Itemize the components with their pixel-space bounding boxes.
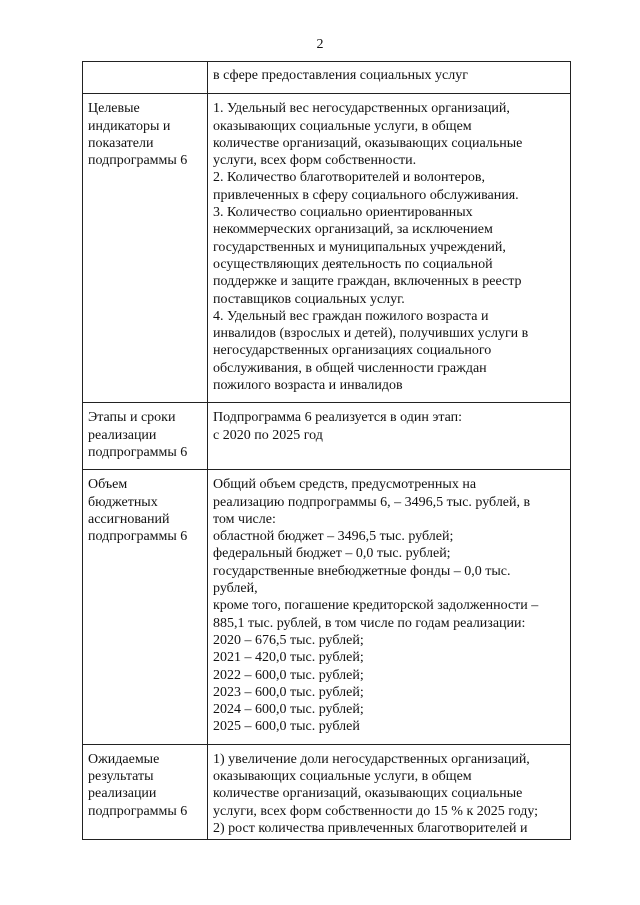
- label-cell-budget-allocations: [83, 470, 208, 744]
- row-content-line: государственных и муниципальных учреждений,: [213, 239, 506, 255]
- row-label-line: Целевые: [88, 101, 140, 117]
- row-content-line: оказывающих социальные услуги, в общем: [213, 118, 472, 134]
- row-content-line: областной бюджет – 3496,5 тыс. рублей;: [213, 529, 454, 545]
- row-content-line: услуги, всех форм собственности до 15 % к 2025 году;: [213, 803, 539, 819]
- row-content-line: услуги, всех форм собственности.: [213, 153, 417, 169]
- content-cell-expected-results: [208, 744, 571, 839]
- row-content-line: пожилого возраста и инвалидов: [213, 378, 403, 394]
- row-content-line: 885,1 тыс. рублей, в том числе по годам реализации:: [213, 615, 526, 631]
- row-label-line: подпрограммы 6: [88, 153, 188, 169]
- row-content-line: реализацию подпрограммы 6, – 3496,5 тыс. рублей, в: [213, 494, 531, 510]
- row-content-line: обслуживания, в общей численности граждан: [213, 360, 487, 376]
- row-content-line: поддержке и защите граждан, включенных в реестр: [213, 274, 522, 290]
- content-cell-continuation: [208, 62, 571, 94]
- subprogram-passport-table: [82, 61, 571, 840]
- row-label-line: ассигнований: [88, 511, 170, 527]
- row-label-line: Ожидаемые: [88, 751, 160, 767]
- row-content-line: том числе:: [213, 511, 276, 527]
- row-content-line: 1. Удельный вес негосударственных организаций,: [213, 101, 510, 117]
- row-content-line: некоммерческих организаций, за исключением: [213, 222, 493, 238]
- table-row-stages-terms: [83, 403, 571, 470]
- row-content-line: осуществляющих деятельность по социальной: [213, 256, 493, 272]
- content-cell-target-indicators: [208, 94, 571, 403]
- row-content-line: 2024 – 600,0 тыс. рублей;: [213, 702, 364, 718]
- row-content-line: 2. Количество благотворителей и волонтеров,: [213, 170, 485, 186]
- label-cell-stages-terms: [83, 403, 208, 470]
- page-number: 2: [316, 37, 324, 52]
- table-row-expected-results: [83, 744, 571, 839]
- row-content-line: Общий объем средств, предусмотренных на: [213, 477, 477, 493]
- label-cell-empty: [83, 62, 208, 94]
- row-content-line: привлеченных в сферу социального обслуживания.: [213, 187, 519, 203]
- row-label-line: Этапы и сроки: [88, 410, 176, 426]
- label-cell-target-indicators: [83, 94, 208, 403]
- row-content-line: кроме того, погашение кредиторской задолженности –: [213, 598, 539, 614]
- row-content-line: негосударственных организациях социального: [213, 343, 492, 359]
- row-label-line: реализации: [88, 427, 157, 443]
- row-content-line: 2021 – 420,0 тыс. рублей;: [213, 650, 364, 666]
- row-content-line: количестве организаций, оказывающих социальные: [213, 786, 523, 802]
- row-content-line: инвалидов (взрослых и детей), получивших услуги в: [213, 326, 529, 342]
- row-content-line: рублей,: [213, 581, 258, 597]
- row-content-line: 2025 – 600,0 тыс. рублей: [213, 719, 360, 735]
- row-label-line: результаты: [88, 768, 154, 784]
- row-label-line: бюджетных: [88, 494, 158, 510]
- row-content-line: федеральный бюджет – 0,0 тыс. рублей;: [213, 546, 451, 562]
- row-label-line: показатели: [88, 135, 154, 151]
- row-label-line: Объем: [88, 477, 128, 493]
- table-row-budget-allocations: [83, 470, 571, 744]
- row-content-line: 1) увеличение доли негосударственных организаций,: [213, 751, 530, 767]
- label-cell-expected-results: [83, 744, 208, 839]
- row-content-line: поставщиков социальных услуг.: [213, 291, 405, 307]
- row-content-line: с 2020 по 2025 год: [213, 427, 323, 443]
- row-label-line: индикаторы и: [88, 118, 171, 134]
- row-content-line: государственные внебюджетные фонды – 0,0 тыс.: [213, 563, 511, 579]
- row-content-line: в сфере предоставления социальных услуг: [213, 68, 469, 83]
- table-row-continuation: [83, 62, 571, 94]
- row-content-line: 2) рост количества привлеченных благотворителей и: [213, 820, 528, 836]
- row-content-line: 2020 – 676,5 тыс. рублей;: [213, 632, 364, 648]
- row-label-line: реализации: [88, 786, 157, 802]
- row-content-line: 4. Удельный вес граждан пожилого возраста и: [213, 308, 489, 324]
- row-content-line: оказывающих социальные услуги, в общем: [213, 768, 472, 784]
- row-content-line: 2022 – 600,0 тыс. рублей;: [213, 667, 364, 683]
- row-label-line: подпрограммы 6: [88, 803, 188, 819]
- row-content-line: количестве организаций, оказывающих социальные: [213, 135, 523, 151]
- row-label-line: подпрограммы 6: [88, 529, 188, 545]
- content-cell-stages-terms: [208, 403, 571, 470]
- table-row-target-indicators: [83, 94, 571, 403]
- row-label-line: подпрограммы 6: [88, 444, 188, 460]
- row-content-line: Подпрограмма 6 реализуется в один этап:: [213, 410, 463, 426]
- row-content-line: 3. Количество социально ориентированных: [213, 205, 473, 221]
- content-cell-budget-allocations: [208, 470, 571, 744]
- passport-table-body: [83, 62, 571, 840]
- row-content-line: 2023 – 600,0 тыс. рублей;: [213, 684, 364, 700]
